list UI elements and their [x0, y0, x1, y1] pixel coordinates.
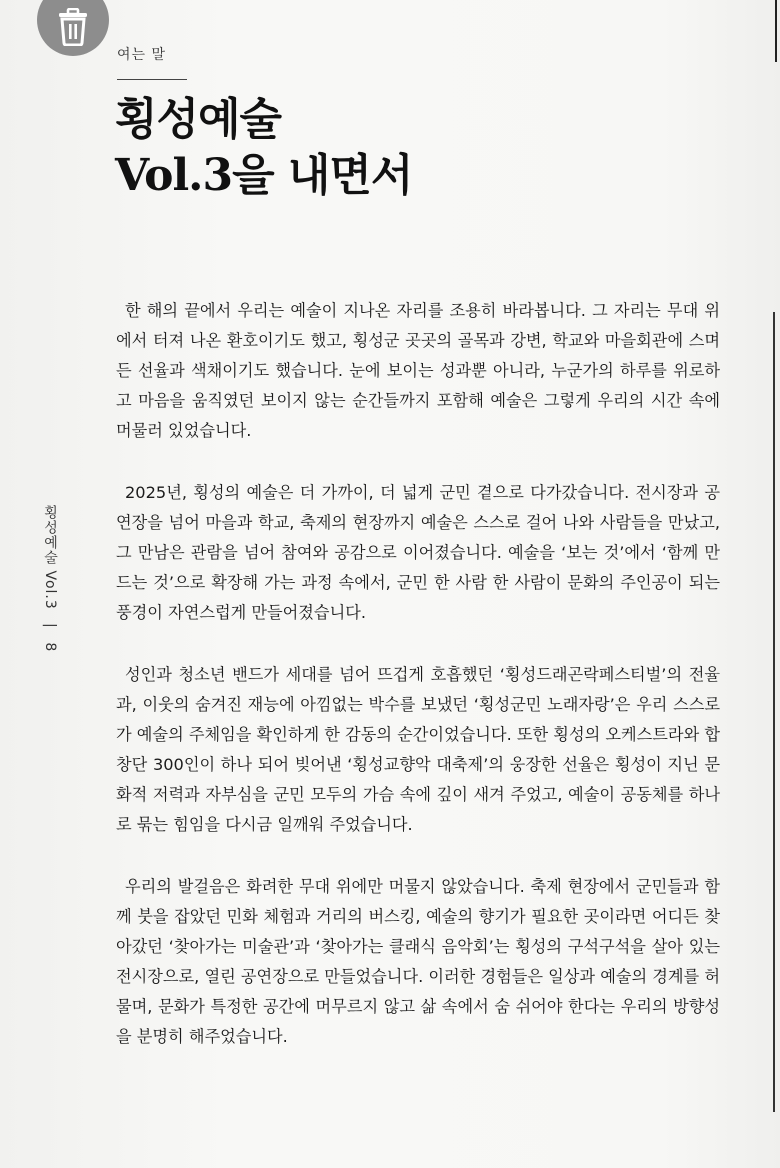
article-body: [116, 296, 720, 1084]
running-head: [36, 505, 60, 652]
page-title: [115, 92, 412, 204]
title-line: 횡성예술: [115, 94, 282, 145]
paragraph: 한 해의 끝에서 우리는 예술이 지나온 자리를 조용히 바라봅니다. 그 자리는 무대 위에서 터져 나온 환호이기도 했고, 횡성군 곳곳의 골목과 강변, 학교와 마을회관에 스며든 선율과 색채이기도 했습니다. 눈에 보이는 성과뿐 아니라, 누군가의 하루를 위로하고 마음을 움직였던 보이지 않는 순간들까지 포함해 예술은 그렇게 우리의 시간 속에 머물러 있었습니다.: [116, 301, 720, 440]
section-label: 여는 말: [117, 47, 167, 63]
title-divider: [117, 79, 187, 80]
title-line: Vol.3을 내면서: [115, 150, 413, 201]
trash-icon: [55, 8, 91, 46]
page-edge-line: [773, 312, 775, 1112]
paragraph: 우리의 발걸음은 화려한 무대 위에만 머물지 않았습니다. 축제 현장에서 군민들과 함께 붓을 잡았던 민화 체험과 거리의 버스킹, 예술의 향기가 필요한 곳이라면 어디든 찾아갔던 ‘찾아가는 미술관’과 ‘찾아가는 클래식 음악회’는 횡성의 구석구석을 살아 있는 전시장으로, 열린 공연장으로 만들었습니다. 이러한 경험들은 일상과 예술의 경계를 허물며, 문화가 특정한 공간에 머무르지 않고 삶 속에서 숨 쉬어야 한다는 우리의 방향성을 분명히 해주었습니다.: [116, 877, 720, 1046]
paragraph: 성인과 청소년 밴드가 세대를 넘어 뜨겁게 호흡했던 ‘횡성드래곤락페스티벌’의 전율과, 이웃의 숨겨진 재능에 아낌없는 박수를 보냈던 ‘횡성군민 노래자랑’은 우리 스스로가 예술의 주체임을 확인하게 한 감동의 순간이었습니다. 또한 횡성의 오케스트라와 합창단 300인이 하나 되어 빚어낸 ‘횡성교향악 대축제’의 웅장한 선율은 횡성이 지닌 문화적 저력과 자부심을 군민 모두의 가슴 속에 깊이 새겨 주었고, 예술이 공동체를 하나로 묶는 힘임을 다시금 일깨워 주었습니다.: [116, 665, 720, 834]
paragraph: 2025년, 횡성의 예술은 더 가까이, 더 넓게 군민 곁으로 다가갔습니다. 전시장과 공연장을 넘어 마을과 학교, 축제의 현장까지 예술은 스스로 걸어 나와 사람들을 만났고, 그 만남은 관람을 넘어 참여와 공감으로 이어졌습니다. 예술을 ‘보는 것’에서 ‘함께 만드는 것’으로 확장해 가는 과정 속에서, 군민 한 사람 한 사람이 문화의 주인공이 되는 풍경이 자연스럽게 만들어졌습니다.: [116, 483, 720, 622]
running-head-separator: |: [42, 623, 58, 629]
page-number: 8: [42, 642, 58, 653]
publication-name: 횡성예술 Vol.3: [42, 505, 58, 610]
page-edge-line: [775, 0, 777, 62]
